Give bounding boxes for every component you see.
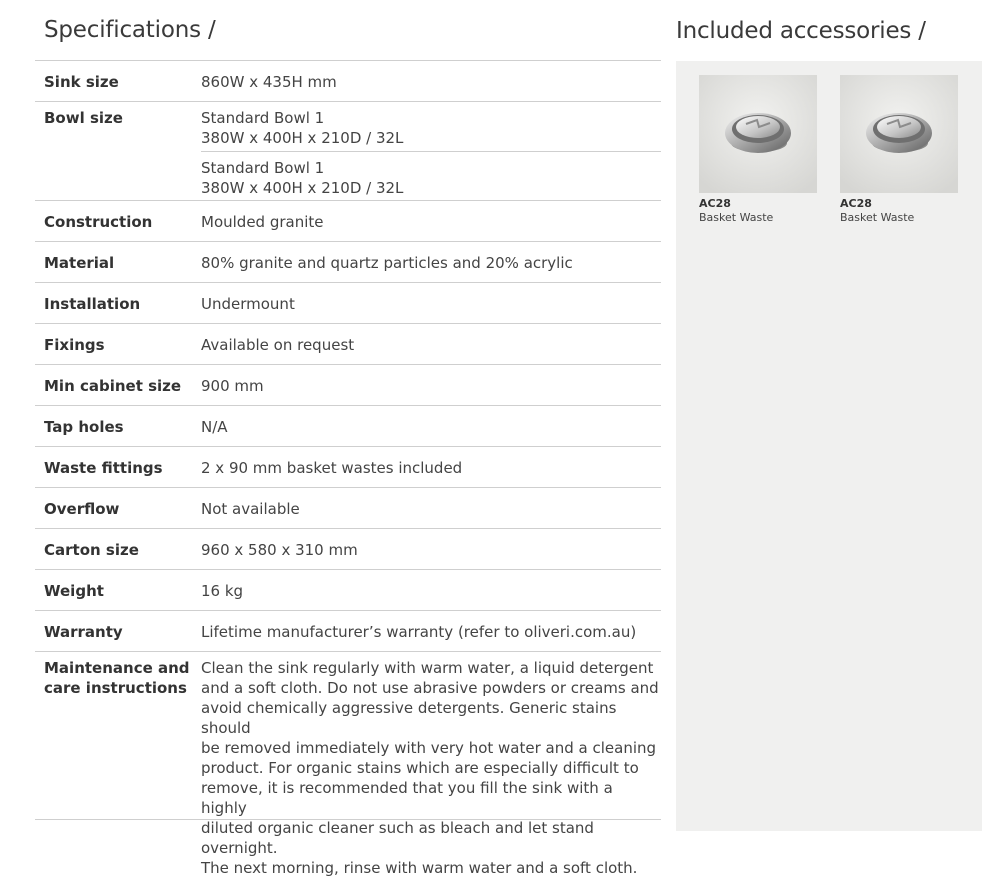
spec-row-waste-fittings xyxy=(35,447,661,488)
maintenance-line: product. For organic stains which are especially difficult to xyxy=(201,759,639,777)
spec-row-maintenance xyxy=(35,652,661,877)
spec-value: 80% granite and quartz particles and 20% acrylic xyxy=(201,254,573,272)
spec-label: Material xyxy=(44,254,115,272)
spec-row-sink-size xyxy=(35,61,661,102)
table-bottom-divider xyxy=(35,819,661,820)
spec-value: Available on request xyxy=(201,336,355,354)
spec-value: 2 x 90 mm basket wastes included xyxy=(201,459,463,477)
spec-label: Warranty xyxy=(44,623,123,641)
spec-label: Overflow xyxy=(44,500,120,518)
spec-label: Construction xyxy=(44,213,153,231)
maintenance-line: and a soft cloth. Do not use abrasive powders or creams and xyxy=(201,679,659,697)
accessory-code: AC28 xyxy=(699,197,731,210)
spec-value: 860W x 435H mm xyxy=(201,73,337,91)
maintenance-line: avoid chemically aggressive detergents. Generic stains should xyxy=(201,699,617,737)
bowl-entry xyxy=(201,151,661,200)
bowl-type: Standard Bowl 1 xyxy=(201,109,325,127)
basket-waste-image[interactable] xyxy=(840,75,958,193)
bowl-dimensions: 380W x 400H x 210D / 32L xyxy=(201,179,404,197)
specifications-title: Specifications / xyxy=(44,17,216,43)
spec-label: Carton size xyxy=(44,541,139,559)
spec-label: Waste fittings xyxy=(44,459,163,477)
maintenance-text xyxy=(201,652,661,877)
spec-label: Min cabinet size xyxy=(44,377,182,395)
spec-row-bowl-size xyxy=(35,102,661,201)
spec-label-line: care instructions xyxy=(44,679,187,697)
spec-label: Bowl size xyxy=(44,109,123,127)
spec-row-carton-size xyxy=(35,529,661,570)
spec-value xyxy=(201,102,661,200)
spec-label: Tap holes xyxy=(44,418,124,436)
spec-value: Moulded granite xyxy=(201,213,324,231)
spec-label-line: Maintenance and xyxy=(44,659,190,677)
spec-label xyxy=(35,652,201,822)
spec-row-overflow xyxy=(35,488,661,529)
spec-value: Undermount xyxy=(201,295,295,313)
spec-value: Lifetime manufacturer’s warranty (refer to oliveri.com.au) xyxy=(201,623,637,641)
spec-label: Fixings xyxy=(44,336,105,354)
spec-value: 900 mm xyxy=(201,377,264,395)
maintenance-line: diluted organic cleaner such as bleach and let stand overnight. xyxy=(201,819,594,857)
accessory-card[interactable] xyxy=(699,75,817,225)
accessories-title: Included accessories / xyxy=(676,18,926,44)
maintenance-line: remove, it is recommended that you fill the sink with a highly xyxy=(201,779,613,817)
spec-value: Not available xyxy=(201,500,300,518)
maintenance-line: be removed immediately with very hot water and a cleaning xyxy=(201,739,657,757)
spec-row-fixings xyxy=(35,324,661,365)
accessory-name: Basket Waste xyxy=(699,211,774,224)
accessories-panel xyxy=(676,61,982,831)
spec-value: 960 x 580 x 310 mm xyxy=(201,541,358,559)
bowl-type: Standard Bowl 1 xyxy=(201,159,325,177)
accessory-code: AC28 xyxy=(840,197,872,210)
spec-row-tap-holes xyxy=(35,406,661,447)
bowl-entry xyxy=(201,102,661,151)
accessory-card[interactable] xyxy=(840,75,958,225)
accessory-name: Basket Waste xyxy=(840,211,915,224)
spec-label: Weight xyxy=(44,582,104,600)
bowl-dimensions: 380W x 400H x 210D / 32L xyxy=(201,129,404,147)
spec-row-min-cabinet-size xyxy=(35,365,661,406)
spec-value: 16 kg xyxy=(201,582,244,600)
spec-label: Installation xyxy=(44,295,141,313)
spec-row-warranty xyxy=(35,611,661,652)
spec-row-material xyxy=(35,242,661,283)
maintenance-line: The next morning, rinse with warm water and a soft cloth. xyxy=(201,859,638,877)
spec-label: Sink size xyxy=(44,73,119,91)
specifications-table xyxy=(35,60,661,877)
spec-value: N/A xyxy=(201,418,228,436)
basket-waste-image[interactable] xyxy=(699,75,817,193)
spec-row-weight xyxy=(35,570,661,611)
spec-row-installation xyxy=(35,283,661,324)
maintenance-line: Clean the sink regularly with warm water, a liquid detergent xyxy=(201,659,654,677)
spec-row-construction xyxy=(35,201,661,242)
